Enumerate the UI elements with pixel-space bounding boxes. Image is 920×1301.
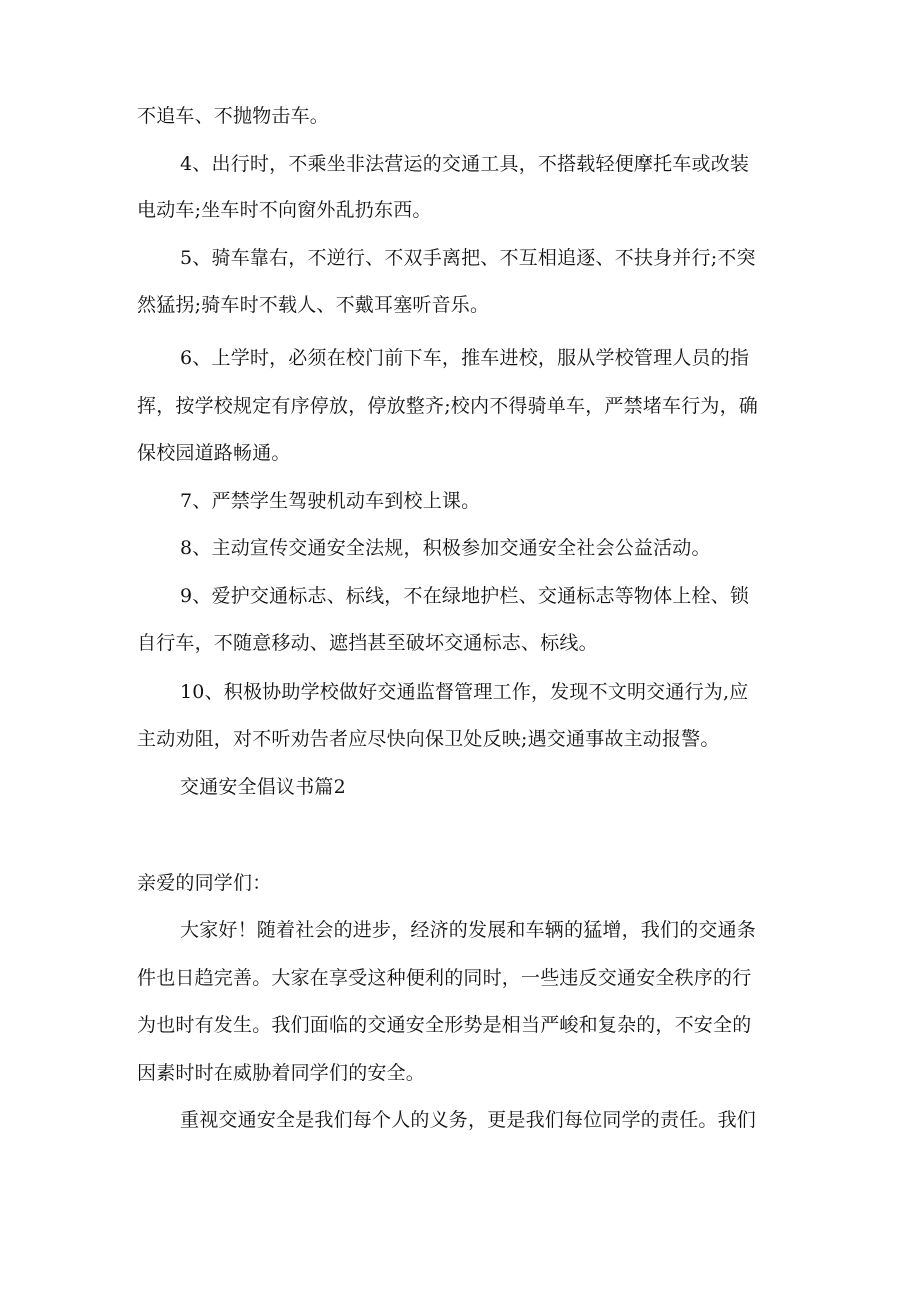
paragraph-line: 因素时时在威胁着同学们的安全。 — [137, 1062, 426, 1084]
paragraph-line: 然猛拐;骑车时不载人、不戴耳塞听音乐。 — [137, 294, 490, 316]
paragraph-line: 不追车、不抛物击车。 — [137, 105, 330, 127]
paragraph-line: 为也时有发生。我们面临的交通安全形势是相当严峻和复杂的，不安全的 — [137, 1014, 752, 1036]
section-heading: 交通安全倡议书篇2 — [180, 776, 346, 798]
paragraph-line: 9、爱护交通标志、标线，不在绿地护栏、交通标志等物体上栓、锁 — [180, 585, 750, 607]
paragraph-line: 4、出行时，不乘坐非法营运的交通工具，不搭载轻便摩托车或改装 — [180, 153, 750, 175]
paragraph-line: 大家好！随着社会的进步，经济的发展和车辆的猛增，我们的交通条 — [180, 919, 757, 941]
paragraph-line: 7、严禁学生驾驶机动车到校上课。 — [180, 490, 481, 512]
paragraph-line: 重视交通安全是我们每个人的义务，更是我们每位同学的责任。我们 — [180, 1109, 757, 1131]
paragraph-line: 10、积极协助学校做好交通监督管理工作，发现不文明交通行为,应 — [180, 681, 749, 703]
paragraph-line: 自行车，不随意移动、遮挡甚至破坏交通标志、标线。 — [137, 632, 598, 654]
paragraph-line: 8、主动宣传交通安全法规，积极参加交通安全社会公益活动。 — [180, 537, 711, 559]
salutation: 亲爱的同学们： — [137, 872, 272, 894]
paragraph-line: 6、上学时，必须在校门前下车，推车进校，服从学校管理人员的指 — [180, 347, 750, 369]
paragraph-line: 主动劝阻，对不听劝告者应尽快向保卫处反映;遇交通事故主动报警。 — [137, 728, 720, 750]
paragraph-line: 电动车;坐车时不向窗外乱扔东西。 — [137, 199, 432, 221]
paragraph-line: 挥，按学校规定有序停放，停放整齐;校内不得骑单车，严禁堵车行为，确 — [137, 395, 759, 417]
paragraph-line: 保校园道路畅通。 — [137, 442, 291, 464]
paragraph-line: 件也日趋完善。大家在享受这种便利的同时，一些违反交通安全秩序的行 — [137, 967, 752, 989]
paragraph-line: 5、骑车靠右，不逆行、不双手离把、不互相追逐、不扶身并行;不突 — [180, 247, 756, 269]
